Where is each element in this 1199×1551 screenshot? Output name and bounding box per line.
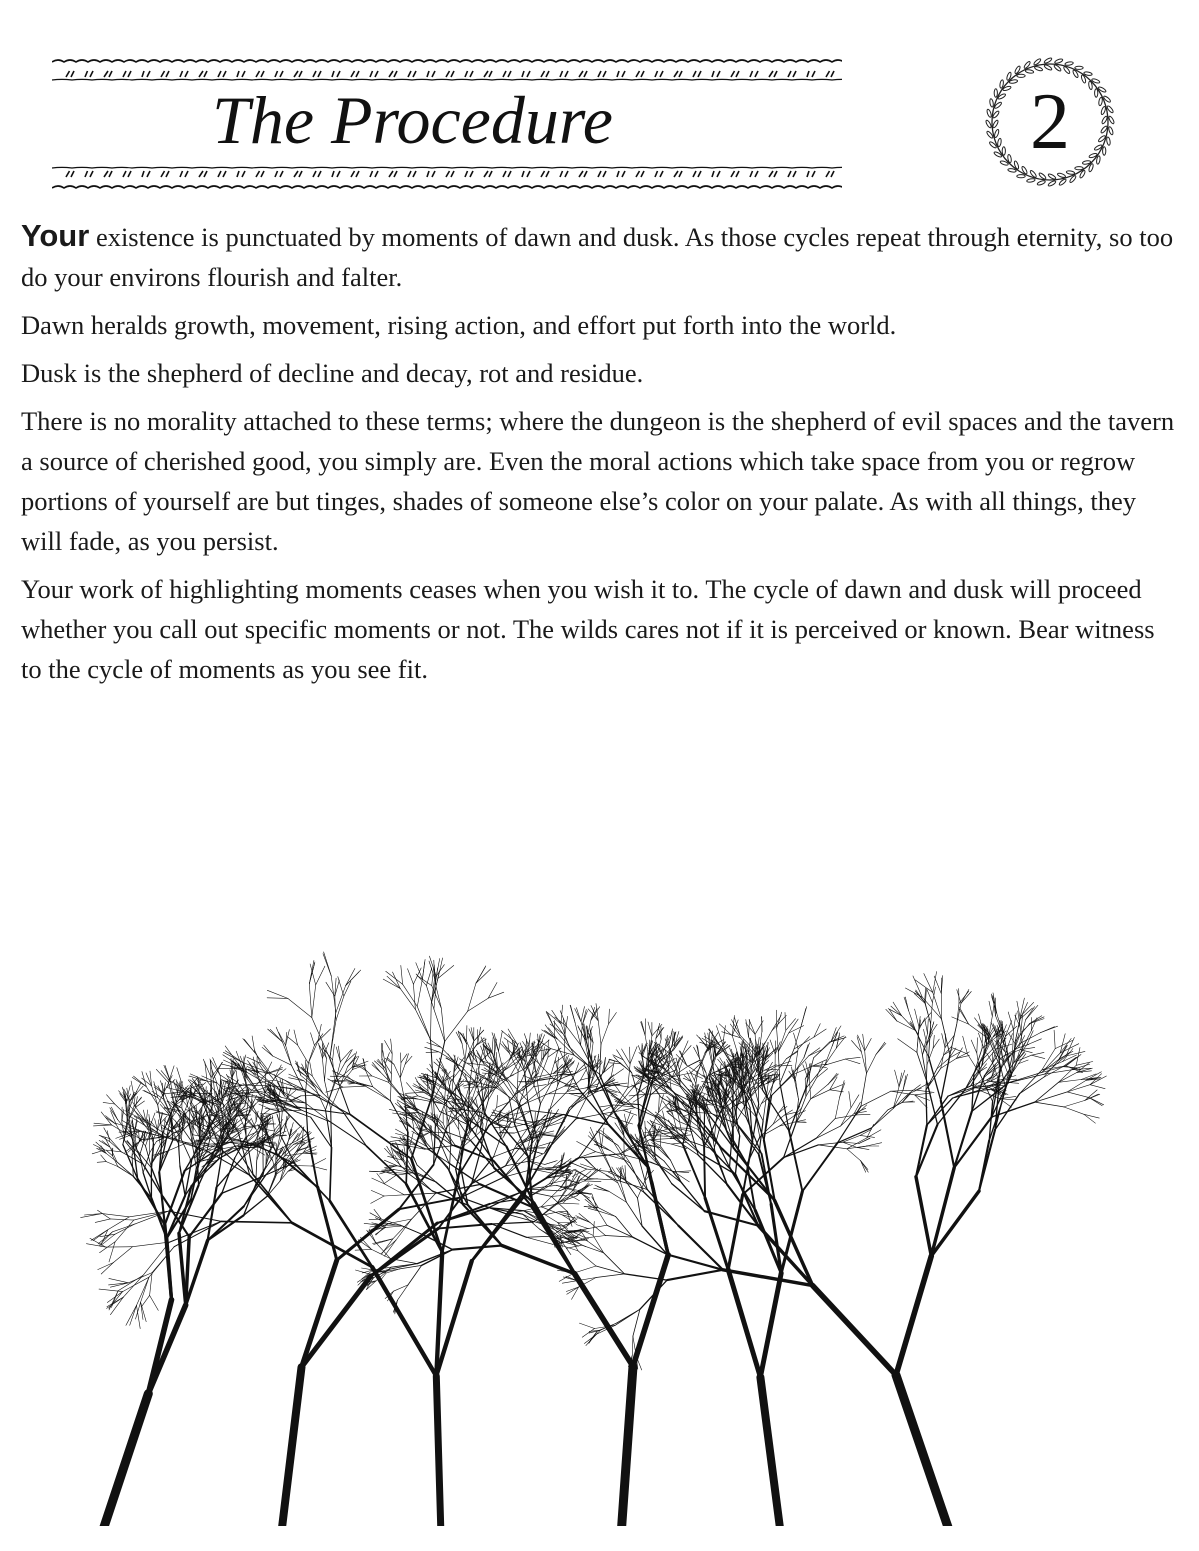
lead-word: Your: [21, 218, 90, 253]
forest-canopy-image: [21, 736, 1178, 1526]
chapter-number: 2: [1030, 77, 1070, 166]
body-text: [21, 216, 1181, 697]
chapter-badge: [983, 55, 1117, 189]
paragraph-3: Dusk is the shepherd of decline and decay, rot and residue.: [21, 358, 644, 388]
paragraph-4: There is no morality attached to these terms; where the dungeon is the shepherd of evil spaces and the tavern a source of cherished good, you simply are. Even the moral actions which take space from you or regrow portions of yourself are but tinges, shades of someone else’s color on your palate. As with all things, they will fade, as you persist.: [21, 406, 1175, 556]
paragraph-1: [21, 216, 1181, 297]
wavy-border-bottom: [52, 158, 842, 198]
chapter-header: [52, 50, 842, 200]
paragraph-5: Your work of highlighting moments ceases when you wish it to. The cycle of dawn and dusk will proceed whether you call out specific moments or not. The wilds cares not if it is perceived or known. Bear witness to the cycle of moments as you see fit.: [21, 574, 1155, 684]
paragraph-1-text: existence is punctuated by moments of dawn and dusk. As those cycles repeat through eternity, so too do your environs flourish and falter.: [21, 222, 1174, 292]
paragraph-2: Dawn heralds growth, movement, rising action, and effort put forth into the world.: [21, 310, 897, 340]
page-title: The Procedure: [212, 82, 613, 158]
